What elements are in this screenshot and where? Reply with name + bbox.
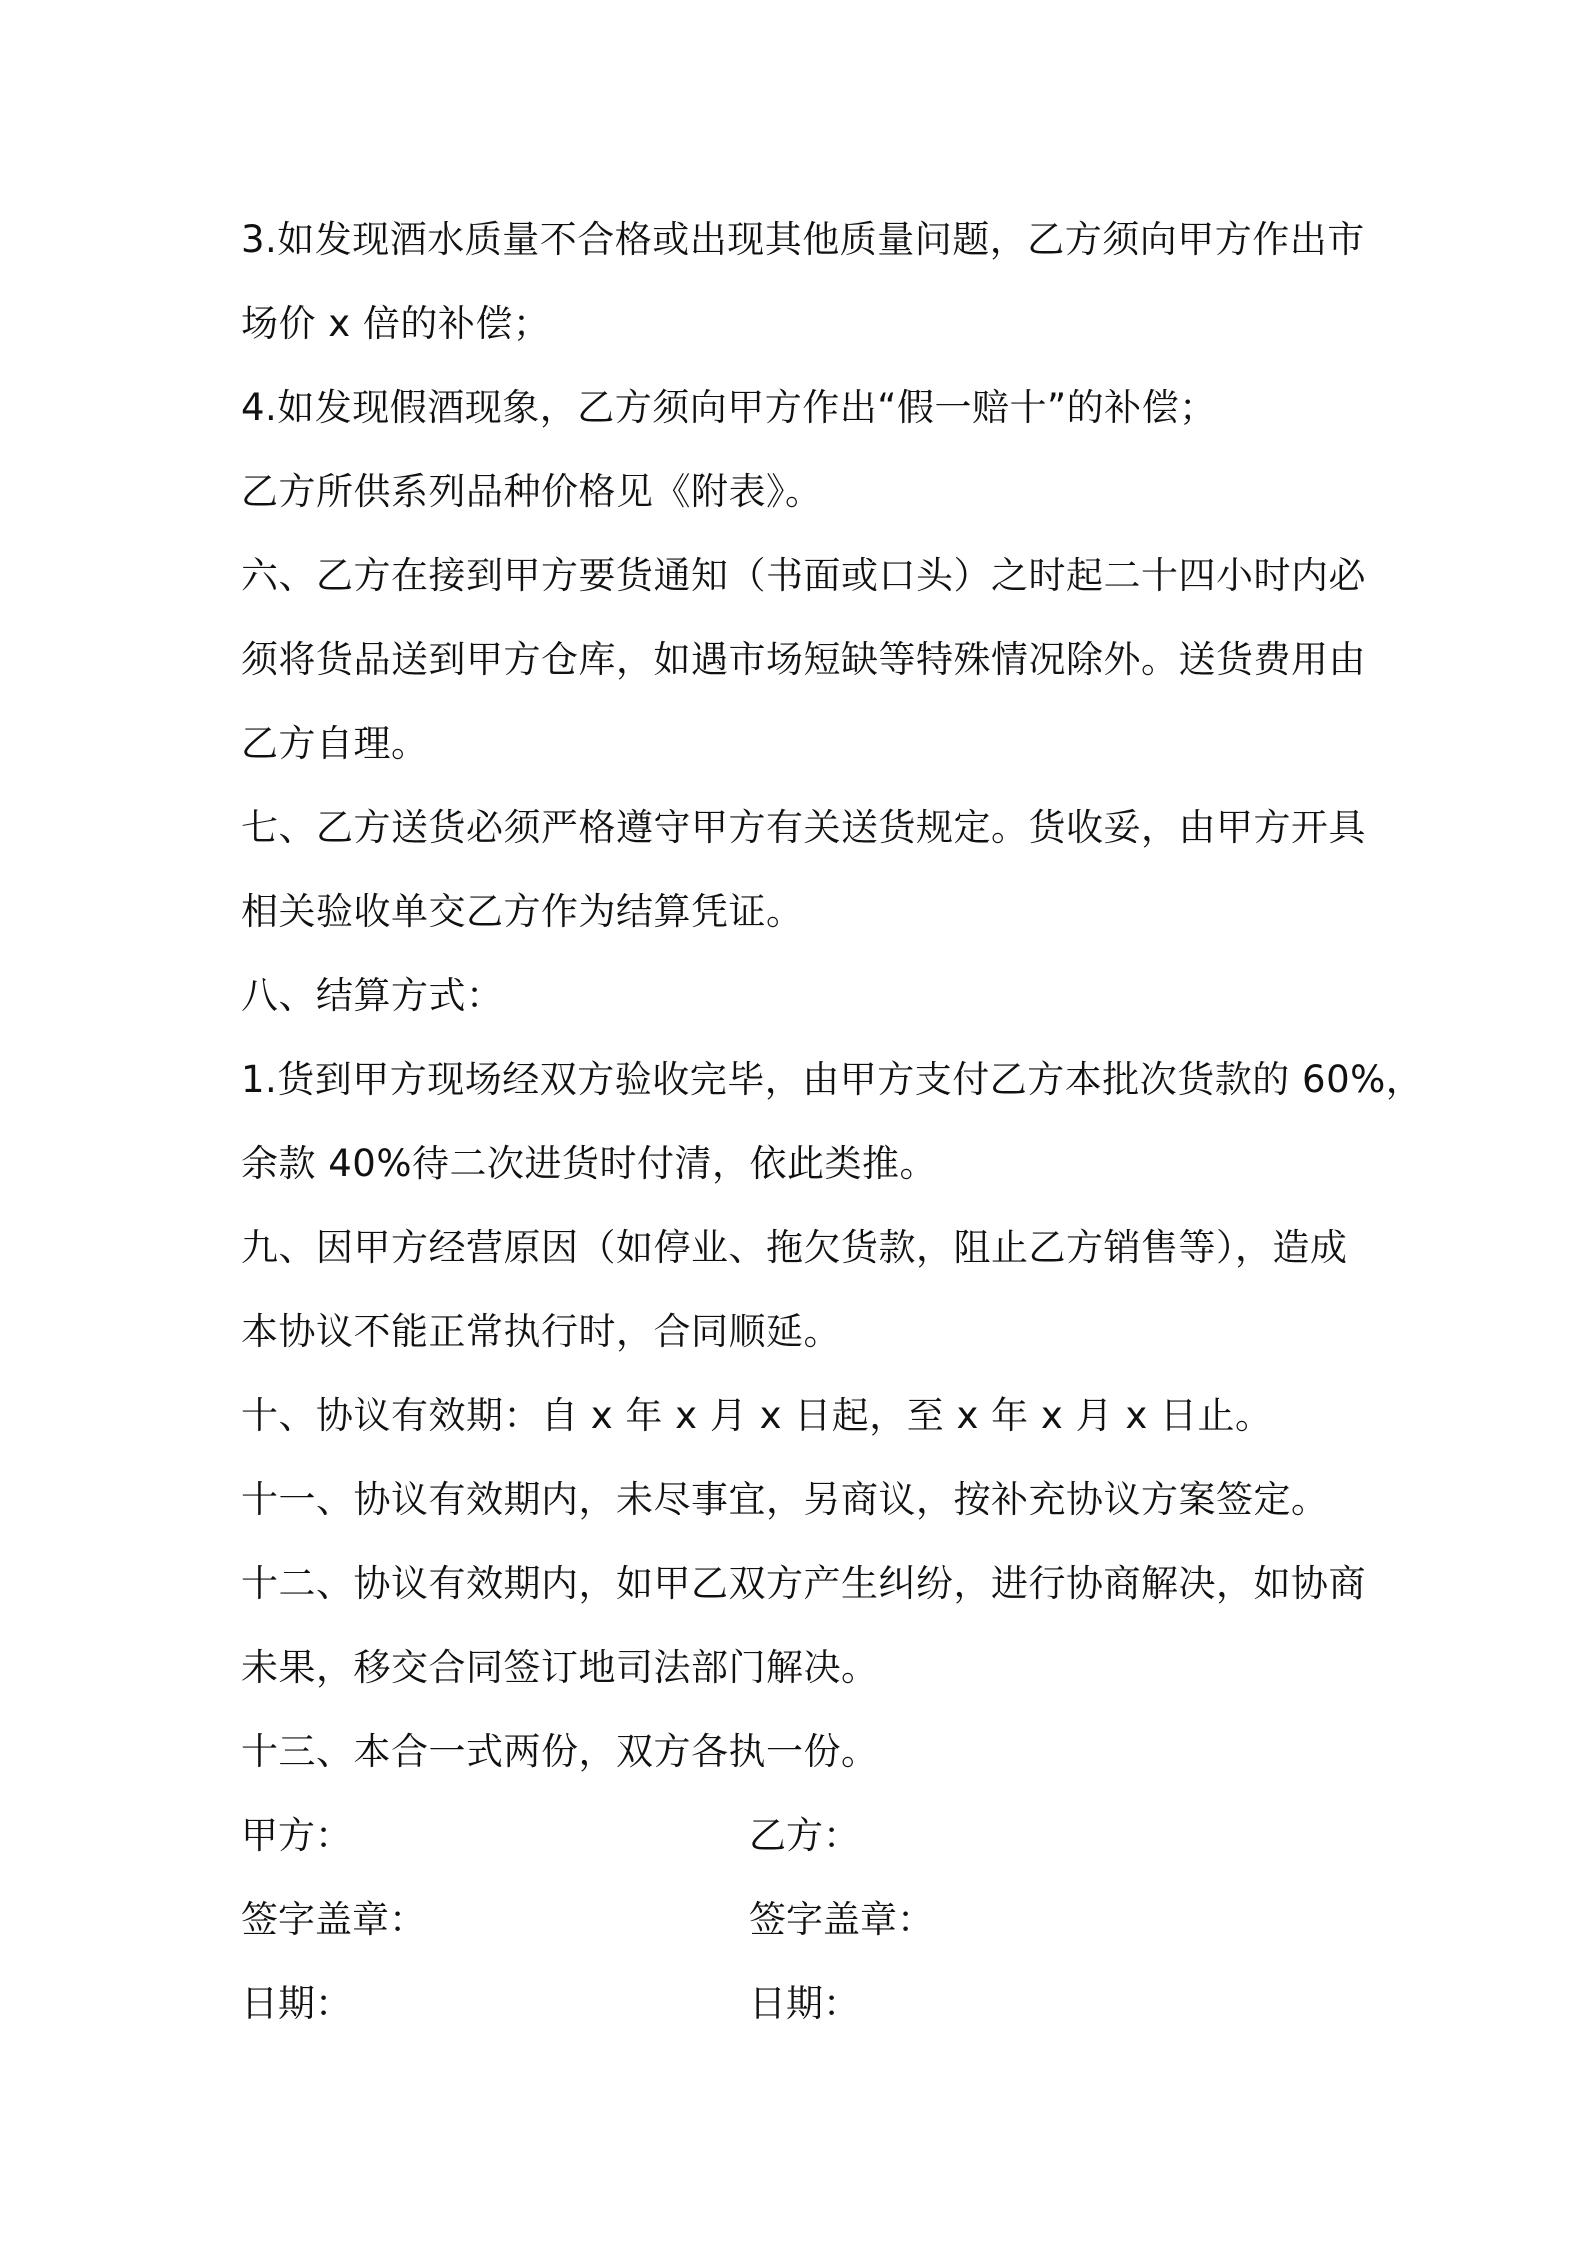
party-a-label: 甲方： bbox=[241, 1814, 352, 1857]
party-b-seal-label: 签字盖章： bbox=[749, 1898, 934, 1941]
clause-line: 八、结算方式： bbox=[241, 974, 504, 1017]
party-b-date-label: 日期： bbox=[749, 1982, 860, 2025]
document-body bbox=[241, 198, 1424, 2046]
clause-line: 余款 40%待二次进货时付清，依此类推。 bbox=[241, 1142, 937, 1185]
clause-line: 十一、协议有效期内，未尽事宜，另商议，按补充协议方案签定。 bbox=[241, 1478, 1329, 1521]
clause-line: 七、乙方送货必须严格遵守甲方有关送货规定。货收妥，由甲方开具 bbox=[241, 806, 1366, 849]
clause-line: 乙方所供系列品种价格见《附表》。 bbox=[241, 470, 823, 513]
clause-line: 十二、协议有效期内，如甲乙双方产生纠纷，进行协商解决，如协商 bbox=[241, 1562, 1366, 1605]
clause-line: 十、协议有效期：自 x 年 x 月 x 日起，至 x 年 x 月 x 日止。 bbox=[241, 1394, 1273, 1437]
signature-row-seal bbox=[241, 1878, 1371, 1962]
clause-line: 3.如发现酒水质量不合格或出现其他质量问题，乙方须向甲方作出市 bbox=[241, 218, 1365, 261]
clause-line: 场价 x 倍的补偿； bbox=[241, 302, 551, 345]
clause-line: 九、因甲方经营原因（如停业、拖欠货款，阻止乙方销售等），造成 bbox=[241, 1226, 1348, 1269]
clause-line: 须将货品送到甲方仓库，如遇市场短缺等特殊情况除外。送货费用由 bbox=[241, 638, 1366, 681]
clause-line: 乙方自理。 bbox=[241, 722, 429, 765]
clause-line: 本协议不能正常执行时，合同顺延。 bbox=[241, 1310, 841, 1353]
clause-line: 4.如发现假酒现象，乙方须向甲方作出“假一赔十”的补偿； bbox=[241, 386, 1217, 429]
party-b-label: 乙方： bbox=[749, 1814, 860, 1857]
signature-row-party bbox=[241, 1794, 1371, 1878]
clause-line: 相关验收单交乙方作为结算凭证。 bbox=[241, 890, 804, 933]
clause-line: 十三、本合一式两份，双方各执一份。 bbox=[241, 1730, 879, 1773]
clause-line: 未果，移交合同签订地司法部门解决。 bbox=[241, 1646, 879, 1689]
clause-line: 1.货到甲方现场经双方验收完毕，由甲方支付乙方本批次货款的 60%， bbox=[241, 1058, 1424, 1101]
clause-line: 六、乙方在接到甲方要货通知（书面或口头）之时起二十四小时内必 bbox=[241, 554, 1366, 597]
signature-row-date bbox=[241, 1962, 1371, 2046]
party-a-date-label: 日期： bbox=[241, 1982, 352, 2025]
party-a-seal-label: 签字盖章： bbox=[241, 1898, 426, 1941]
